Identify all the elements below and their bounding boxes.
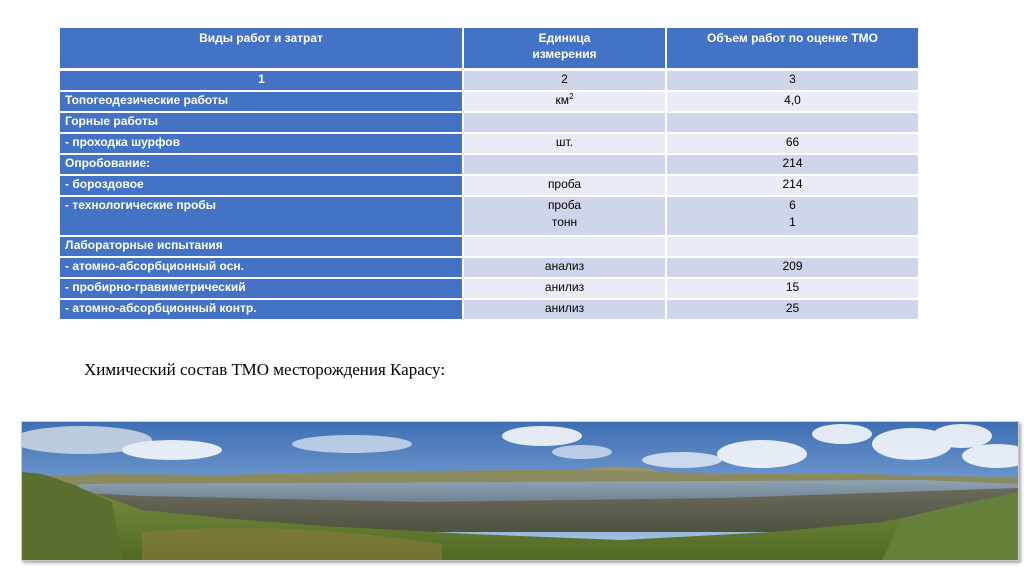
- row-value: [667, 237, 918, 258]
- header-unit-line-2: измерения: [532, 47, 597, 61]
- column-number-3: 3: [667, 71, 918, 92]
- row-name: - бороздовое: [60, 176, 464, 197]
- row-value: 214: [667, 155, 918, 176]
- row-name: - атомно-абсорбционный контр.: [60, 300, 464, 321]
- table-row: [60, 258, 918, 279]
- panorama-landscape-icon: [22, 422, 1018, 560]
- column-number-1: 1: [60, 71, 464, 92]
- row-value: 15: [667, 279, 918, 300]
- row-value: 214: [667, 176, 918, 197]
- row-name: - технологические пробы: [60, 197, 464, 237]
- row-name: - атомно-абсорбционный осн.: [60, 258, 464, 279]
- row-unit: [464, 155, 667, 176]
- row-unit: проба: [464, 176, 667, 197]
- row-name: Опробование:: [60, 155, 464, 176]
- column-number-2: 2: [464, 71, 667, 92]
- row-value-line: 1: [789, 215, 796, 229]
- row-value: [667, 113, 918, 134]
- row-name: Горные работы: [60, 113, 464, 134]
- header-unit: [464, 28, 667, 71]
- row-unit: анилиз: [464, 279, 667, 300]
- table-row: [60, 155, 918, 176]
- row-name: Топогеодезические работы: [60, 92, 464, 113]
- header-unit-line-1: Единица: [538, 31, 591, 45]
- row-unit: [464, 113, 667, 134]
- panorama-photo: [21, 421, 1019, 561]
- table-row: [60, 197, 918, 237]
- chemical-composition-caption: Химический состав ТМО месторождения Карасу:: [84, 360, 446, 379]
- row-value: 25: [667, 300, 918, 321]
- table-row: [60, 92, 918, 113]
- row-value: 4,0: [667, 92, 918, 113]
- table-row: [60, 237, 918, 258]
- row-unit-line: проба: [547, 198, 582, 212]
- row-unit-line: тонн: [551, 215, 578, 229]
- row-unit: [464, 197, 667, 237]
- works-table-container: [60, 28, 918, 321]
- row-unit: [464, 92, 667, 113]
- row-unit: анализ: [464, 258, 667, 279]
- row-name: - проходка шурфов: [60, 134, 464, 155]
- row-name: Лабораторные испытания: [60, 237, 464, 258]
- row-name: - пробирно-гравиметрический: [60, 279, 464, 300]
- table-row: [60, 113, 918, 134]
- table-row: [60, 134, 918, 155]
- row-unit-base: км: [555, 93, 570, 107]
- row-value: [667, 197, 918, 237]
- row-value-line: 6: [789, 198, 796, 212]
- table-row: [60, 176, 918, 197]
- header-volume: Объем работ по оценке ТМО: [667, 28, 918, 71]
- header-work-types: Виды работ и затрат: [60, 28, 464, 71]
- table-row: [60, 279, 918, 300]
- row-unit-superscript: 2: [569, 92, 574, 101]
- table-row: [60, 300, 918, 321]
- row-value: 209: [667, 258, 918, 279]
- row-unit: [464, 237, 667, 258]
- row-unit: шт.: [464, 134, 667, 155]
- table-header-row: [60, 28, 918, 71]
- column-number-row: [60, 71, 918, 92]
- row-value: 66: [667, 134, 918, 155]
- works-table: [60, 28, 918, 321]
- row-unit: анилиз: [464, 300, 667, 321]
